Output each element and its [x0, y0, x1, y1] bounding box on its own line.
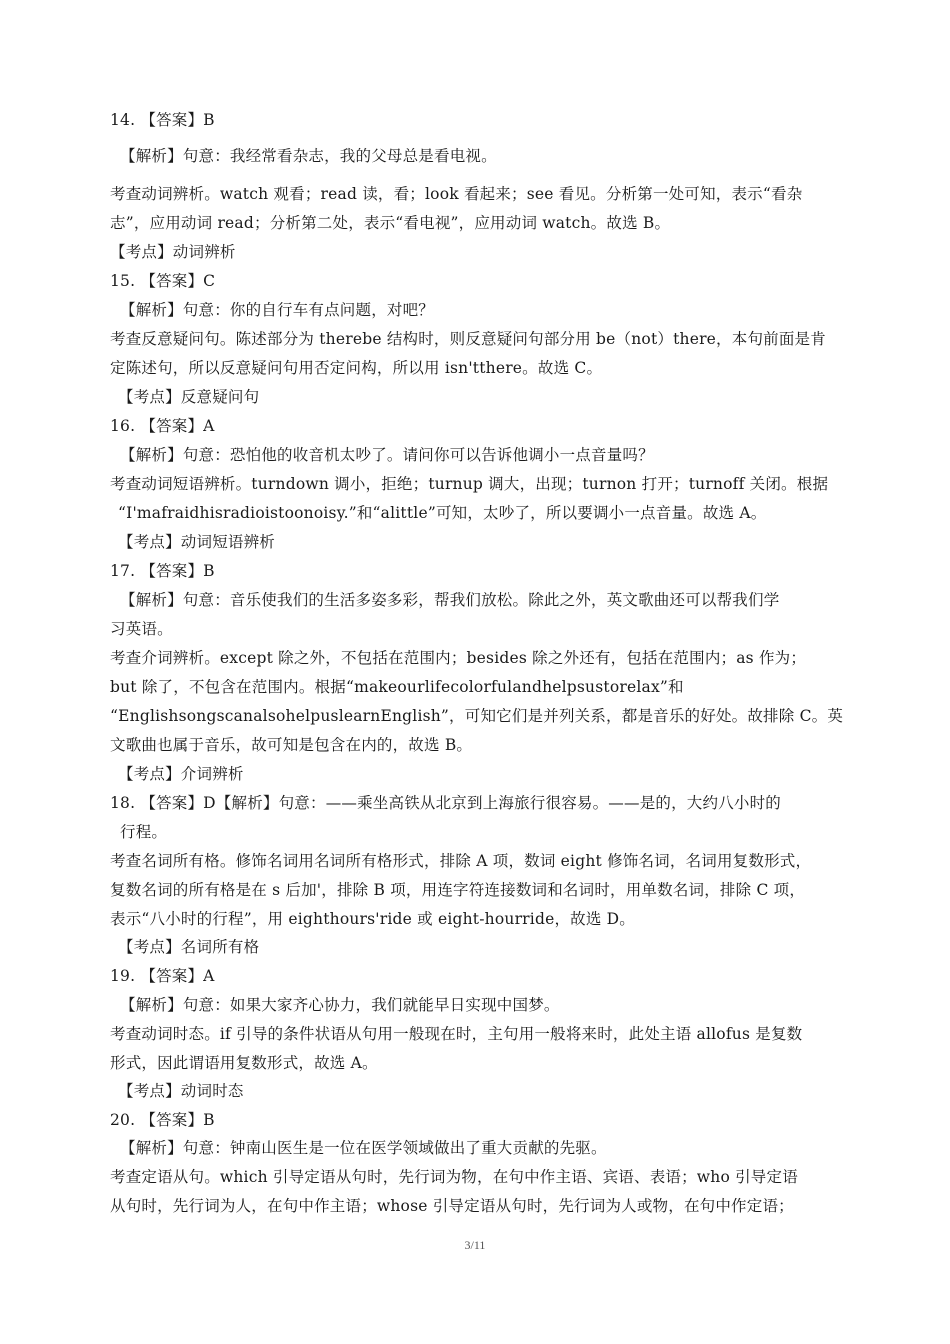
explanation-16-line-2: “I'mafraidhisradioistoonoisy.”和“alittle”可知，太吵了，所以要调小一点音量。故选 A。 [118, 504, 767, 522]
page-number: 3/11 [464, 1238, 486, 1252]
answer-18: 18. 【答案】D【解析】句意：——乘坐高铁从北京到上海旅行很容易。——是的，大约八小时的 [110, 794, 782, 812]
explanation-15-line-1: 考查反意疑问句。陈述部分为 therebe 结构时，则反意疑问句部分用 be（not）there，本句前面是肯 [110, 330, 826, 348]
analysis-20: 【解析】句意：钟南山医生是一位在医学领域做出了重大贡献的先驱。 [120, 1139, 607, 1157]
explanation-19-line-1: 考查动词时态。if 引导的条件状语从句用一般现在时，主句用一般将来时，此处主语 allofus 是复数 [110, 1025, 803, 1043]
answer-17: 17. 【答案】B [110, 562, 215, 580]
explanation-17-line-2: but 除了，不包含在范围内。根据“makeourlifecolorfulandhelpsustorelax”和 [110, 678, 684, 696]
answer-14: 14. 【答案】B [110, 111, 215, 129]
answer-15: 15. 【答案】C [110, 272, 216, 290]
keypoint-17: 【考点】介词辨析 [118, 765, 244, 783]
explanation-17-line-1: 考查介词辨析。except 除之外，不包括在范围内；besides 除之外还有，包括在范围内；as 作为； [110, 649, 807, 667]
analysis-19: 【解析】句意：如果大家齐心协力，我们就能早日实现中国梦。 [120, 996, 560, 1014]
keypoint-18: 【考点】名词所有格 [118, 938, 260, 956]
explanation-20-line-2: 从句时，先行词为人，在句中作主语；whose 引导定语从句时，先行词为人或物，在句中作定语； [110, 1197, 794, 1215]
explanation-19-line-2: 形式，因此谓语用复数形式，故选 A。 [110, 1054, 378, 1072]
analysis-14: 【解析】句意：我经常看杂志，我的父母总是看电视。 [120, 147, 497, 165]
keypoint-15: 【考点】反意疑问句 [118, 388, 260, 406]
explanation-18-line-1: 考查名词所有格。修饰名词用名词所有格形式，排除 A 项，数词 eight 修饰名词，名词用复数形式， [110, 852, 812, 870]
explanation-16-line-1: 考查动词短语辨析。turndown 调小，拒绝；turnup 调大，出现；turnon 打开；turnoff 关闭。根据 [110, 475, 829, 493]
analysis-18-line-2: 行程。 [120, 823, 168, 841]
explanation-14-line-2: 志”，应用动词 read；分析第二处，表示“看电视”，应用动词 watch。故选 B。 [110, 214, 671, 232]
analysis-17-line-1: 【解析】句意：音乐使我们的生活多姿多彩，帮我们放松。除此之外，英文歌曲还可以帮我们学 [120, 591, 780, 609]
explanation-18-line-3: 表示“八小时的行程”，用 eighthours'ride 或 eight-hourride，故选 D。 [110, 910, 636, 928]
answer-16: 16. 【答案】A [110, 417, 215, 435]
explanation-17-line-3: “EnglishsongscanalsohelpuslearnEnglish”，可知它们是并列关系，都是音乐的好处。故排除 C。英 [110, 707, 844, 725]
answer-19: 19. 【答案】A [110, 967, 215, 985]
keypoint-14: 【考点】动词辨析 [110, 243, 236, 261]
analysis-15: 【解析】句意：你的自行车有点问题，对吧？ [120, 301, 435, 319]
keypoint-16: 【考点】动词短语辨析 [118, 533, 276, 551]
analysis-16: 【解析】句意：恐怕他的收音机太吵了。请问你可以告诉他调小一点音量吗？ [120, 446, 654, 464]
answer-20: 20. 【答案】B [110, 1111, 215, 1129]
explanation-18-line-2: 复数名词的所有格是在 s 后加'，排除 B 项，用连字符连接数词和名词时，用单数名词，排除 C 项， [110, 881, 806, 899]
analysis-17-line-2: 习英语。 [110, 620, 173, 638]
keypoint-19: 【考点】动词时态 [118, 1082, 244, 1100]
explanation-14-line-1: 考查动词辨析。watch 观看；read 读，看；look 看起来；see 看见。分析第一处可知，表示“看杂 [110, 185, 803, 203]
explanation-20-line-1: 考查定语从句。which 引导定语从句时，先行词为物，在句中作主语、宾语、表语；who 引导定语 [110, 1168, 798, 1186]
explanation-17-line-4: 文歌曲也属于音乐，故可知是包含在内的，故选 B。 [110, 736, 473, 754]
explanation-15-line-2: 定陈述句，所以反意疑问句用否定问构，所以用 isn'tthere。故选 C。 [110, 359, 603, 377]
